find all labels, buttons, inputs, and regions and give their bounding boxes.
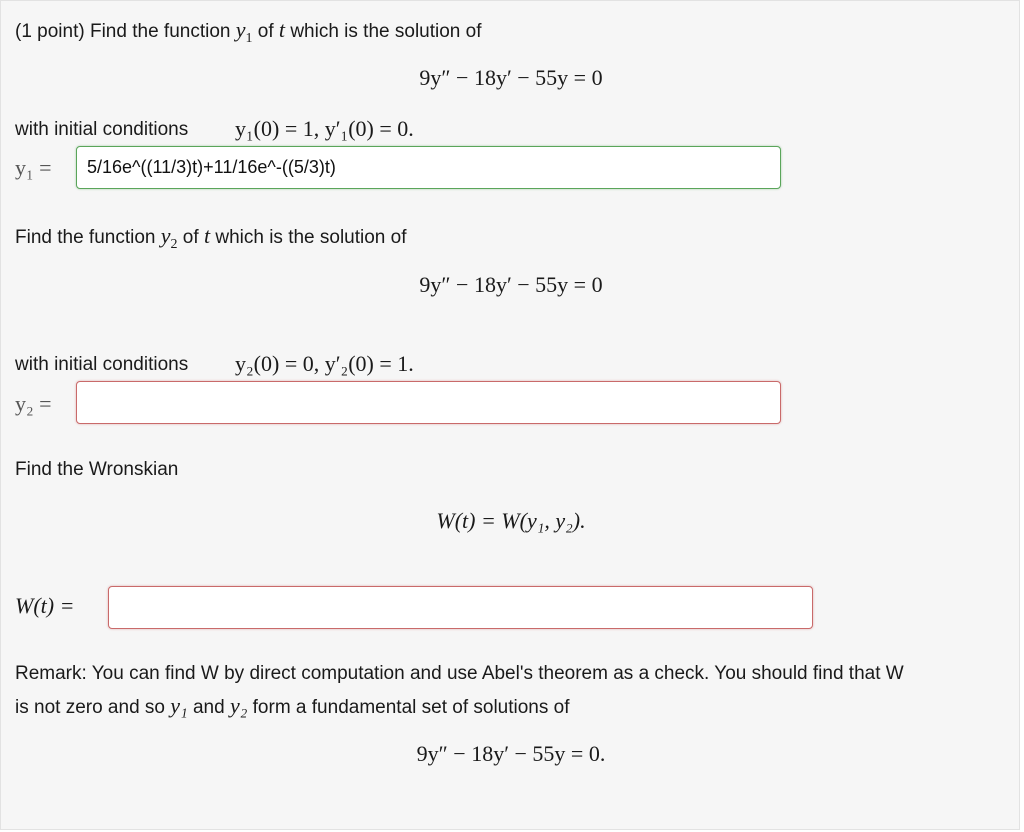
- part2-intro-suffix: which is the solution of: [210, 227, 407, 248]
- part2-answer-label: y₂ =: [15, 391, 52, 416]
- part1-conditions-label: with initial conditions: [15, 119, 189, 140]
- part3-equation: W(t) = W(y₁, y₂).: [436, 508, 586, 533]
- part3-answer-label: W(t) =: [15, 593, 75, 618]
- part1-equation: 9y″ − 18y′ − 55y = 0: [419, 65, 603, 90]
- y1-answer-field[interactable]: [76, 146, 781, 189]
- part2-intro-prefix: Find the function: [15, 227, 161, 248]
- part1-intro-suffix: which is the solution of: [285, 21, 482, 42]
- y2-answer-field[interactable]: [76, 381, 781, 424]
- part1-conditions: y₁(0) = 1, y′₁(0) = 0.: [235, 116, 414, 141]
- remark-line2-prefix: is not zero and so: [15, 697, 171, 718]
- remark-line2-mid: and: [187, 697, 230, 718]
- part1-answer-label: y₁ =: [15, 155, 52, 180]
- wronskian-answer-field[interactable]: [108, 586, 813, 629]
- part1-intro-var: y: [235, 17, 246, 42]
- part2-equation: 9y″ − 18y′ − 55y = 0: [419, 272, 603, 297]
- remark-y2: y₂: [229, 693, 248, 718]
- remark-y1: y₁: [170, 693, 188, 718]
- part3-intro: Find the Wronskian: [15, 459, 179, 480]
- part1-intro-sub: 1: [245, 30, 253, 46]
- part2-intro: [15, 223, 407, 253]
- part1-intro: [15, 17, 482, 47]
- remark-equation: 9y″ − 18y′ − 55y = 0.: [416, 741, 606, 766]
- part1-intro-prefix: (1 point) Find the function: [15, 21, 236, 42]
- part2-intro-var: y: [160, 223, 171, 248]
- part2-intro-sub: 2: [170, 236, 178, 252]
- part2-conditions-label: with initial conditions: [15, 354, 189, 375]
- remark-line2: [15, 693, 570, 719]
- remark-line2-suffix: form a fundamental set of solutions of: [247, 697, 570, 718]
- part1-intro-t: t: [278, 17, 286, 42]
- part2-intro-mid: of: [177, 227, 204, 248]
- part1-intro-mid: of: [252, 21, 279, 42]
- part2-conditions: y₂(0) = 0, y′₂(0) = 1.: [235, 351, 414, 376]
- part2-intro-t: t: [203, 223, 211, 248]
- remark-line1: Remark: You can find W by direct computation and use Abel's theorem as a check. You should find that W: [15, 663, 904, 684]
